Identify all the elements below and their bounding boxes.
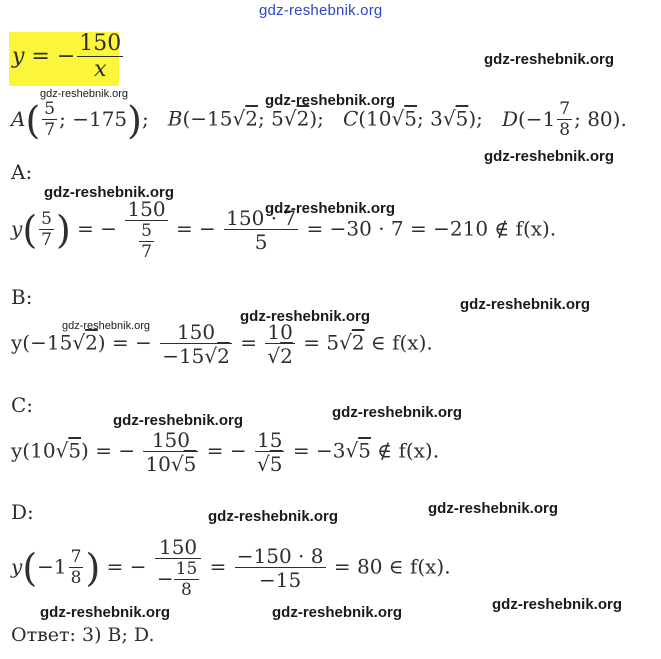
calc-D-eq2: =: [209, 554, 227, 579]
calc-A-arg: [39, 211, 54, 249]
watermark-5[interactable]: gdz-reshebnik.org: [44, 184, 175, 201]
point-D-den: 8: [559, 120, 571, 140]
calc-A-eq2: = −: [175, 216, 216, 241]
point-B-rad-a: 2: [245, 106, 258, 131]
point-A-sep: ;: [141, 106, 149, 131]
point-D-num: 7: [559, 99, 571, 119]
calc-C-frac1: $\frac{150}{10√5}$: [145, 428, 197, 476]
point-B-label: B: [167, 106, 183, 131]
section-label-D: D:: [11, 500, 34, 524]
watermark-7[interactable]: gdz-reshebnik.org: [460, 296, 591, 313]
calc-D-arg-num: 7: [70, 547, 82, 567]
calc-B-eq1: ) = −: [97, 330, 152, 355]
point-D-close: ).: [612, 106, 627, 131]
calc-D-y: y: [11, 554, 23, 579]
formula-lhs: y = −: [12, 44, 76, 69]
calc-D-f2-den: −15: [259, 568, 302, 592]
point-D: [501, 99, 627, 140]
point-B-close: );: [309, 106, 324, 131]
calc-D-f1-den-den: 8: [181, 580, 192, 600]
calc-D-f2-num: −150 · 8: [236, 544, 324, 568]
calc-B-tail-rad: 2: [351, 330, 365, 355]
calc-B-f2-num: 10: [265, 322, 294, 344]
watermark-11[interactable]: gdz-reshebnik.org: [113, 412, 244, 429]
watermark-6[interactable]: gdz-reshebnik.org: [265, 200, 396, 217]
point-B: B(−15√2; 5√2);: [167, 106, 324, 131]
calc-D-arg-den: 8: [70, 568, 82, 588]
watermark-10[interactable]: gdz-reshebnik.org: [332, 404, 463, 421]
calc-A-f1-den-den: 7: [141, 242, 152, 262]
point-D-fraction: [557, 101, 572, 139]
formula-numerator: 150: [79, 31, 122, 56]
point-B-text-b: ; 5: [258, 106, 284, 131]
watermark-16[interactable]: gdz-reshebnik.org: [272, 604, 403, 621]
watermark-12[interactable]: gdz-reshebnik.org: [428, 500, 559, 517]
calc-B-f2-den-rad: 2: [280, 344, 293, 368]
calc-A-y: y: [11, 216, 23, 241]
calc-D-tail: = 80 ∈ f(x).: [333, 554, 451, 579]
point-D-rest: ; 80: [574, 106, 613, 131]
formula-fraction: [77, 33, 123, 81]
section-label-B: B:: [11, 285, 33, 309]
point-A: A( $\frac{5}{7}$ ; −175);: [11, 98, 149, 142]
section-label-A: A:: [11, 160, 33, 184]
calc-B-f1-den: −15: [162, 344, 205, 368]
calc-A-arg-den: 7: [41, 230, 52, 250]
calc-C: y(10√5) = − $\frac{150}{10√5}$ = − $\frac{15}{√5}$ = −3√5 ∉ f(x).: [11, 428, 440, 476]
calc-C-f1-den-rad: 5: [183, 452, 197, 476]
calc-D-f1-den-num: 15: [175, 559, 198, 579]
watermark-3[interactable]: gdz-reshebnik.org: [265, 92, 396, 109]
point-A-label: A: [11, 106, 26, 131]
calc-B-frac1: $\frac{150}{-15√2}$: [162, 320, 230, 368]
calc-C-f1-num: 150: [143, 430, 198, 452]
point-B-rad-b: 2: [296, 106, 310, 131]
point-A-num: 5: [44, 99, 56, 119]
calc-B-tail-a: = 5: [303, 330, 340, 355]
calc-B-tail-b: ∈ f(x).: [364, 330, 433, 355]
point-B-text-a: (−15: [182, 106, 233, 131]
calc-D-eq1: = −: [106, 554, 147, 579]
point-A-den: 7: [44, 120, 56, 140]
calc-C-frac2: $\frac{15}{√5}$: [256, 428, 283, 476]
calc-A-tail: = −30 · 7 = −210 ∉ f(x).: [306, 216, 557, 241]
calc-A-f1-num: 150: [127, 197, 166, 221]
point-A-rest: ; −175: [59, 106, 128, 131]
calc-C-lhs: y(10: [11, 438, 56, 463]
calc-B-frac2: $\frac{10}{√2}$: [267, 320, 293, 368]
watermark-13[interactable]: gdz-reshebnik.org: [208, 508, 339, 525]
calc-C-f1-den: 10: [145, 452, 171, 476]
watermark-9[interactable]: gdz-reshebnik.org: [240, 308, 371, 325]
calc-C-tail-rad: 5: [358, 438, 371, 463]
calc-A: y( $\frac{5}{7}$ ) = − $\frac{150}{\frac{5}{7}}$ = − $\frac{150 \cdot 7}{5}$ = −30 · 7 = −210 ∉ f(x).: [11, 197, 557, 262]
calc-B: y(−15√2) = − $\frac{150}{-15√2}$ = $\frac{10}{√2}$ = 5√2 ∈ f(x).: [11, 320, 433, 368]
calc-B-lhs: y(−15: [11, 330, 73, 355]
calc-B-f1-den-rad: 2: [217, 344, 230, 368]
section-label-C: C:: [11, 393, 34, 417]
point-D-open: (−1: [517, 106, 556, 131]
answer: Ответ: 3) B; D.: [11, 624, 155, 646]
calc-C-tail-a: = −3: [292, 438, 346, 463]
calc-C-eq2: = −: [206, 438, 247, 463]
calc-D-f1-den-pre: −: [156, 566, 174, 591]
point-C-rad-a: 5: [404, 106, 417, 131]
calc-C-f2-num: 15: [255, 430, 284, 452]
calc-A-arg-num: 5: [41, 209, 52, 229]
calc-A-f2-den: 5: [254, 230, 268, 254]
point-C-text-a: (10: [358, 106, 392, 131]
calc-D-frac2: [235, 546, 326, 590]
calc-B-eq2: =: [240, 330, 258, 355]
calc-B-f1-num: 150: [160, 322, 232, 344]
watermark-14[interactable]: gdz-reshebnik.org: [492, 596, 623, 613]
watermark-2[interactable]: gdz-reshebnik.org: [40, 88, 129, 100]
calc-A-f2-num: 150 · 7: [226, 206, 297, 230]
watermark-8[interactable]: gdz-reshebnik.org: [62, 320, 151, 332]
formula-denominator: x: [94, 57, 107, 82]
calc-C-lhs-rad: 5: [68, 438, 82, 463]
watermark-15[interactable]: gdz-reshebnik.org: [40, 604, 171, 621]
watermark-1[interactable]: gdz-reshebnik.org: [484, 51, 615, 68]
calc-A-frac1: [125, 199, 167, 261]
calc-D-arg: [69, 549, 84, 587]
calc-C-f2-den-rad: 5: [269, 452, 283, 476]
calc-A-f1-den-num: 5: [141, 221, 152, 241]
calc-D-arg-pre: −1: [37, 554, 67, 579]
point-C-text-b: ; 3: [417, 106, 443, 131]
calc-B-lhs-rad: 2: [85, 330, 98, 355]
function-formula: [12, 33, 125, 81]
calc-C-eq1: ) = −: [81, 438, 136, 463]
watermark-top[interactable]: gdz-reshebnik.org: [259, 2, 383, 19]
point-C-rad-b: 5: [455, 106, 469, 131]
calc-C-tail-b: ∉ f(x).: [370, 438, 440, 463]
point-A-fraction: [42, 101, 57, 139]
calc-A-eq1: = −: [77, 216, 118, 241]
watermark-4[interactable]: gdz-reshebnik.org: [484, 148, 615, 165]
calc-D-frac1: [155, 537, 201, 599]
point-C-label: C: [342, 106, 359, 131]
calc-D: y(−1 $\frac{7}{8}$ ) = − 150 − $\frac{15}{8}$ = $\frac{-150 \cdot 8}{-15}$ = 80 ∈ f(x).: [11, 535, 451, 600]
calc-D-f1-num: 150: [155, 537, 201, 559]
point-D-label: D: [501, 106, 518, 131]
point-C-close: );: [468, 106, 483, 131]
point-C: C(10√5; 3√5);: [342, 106, 483, 131]
